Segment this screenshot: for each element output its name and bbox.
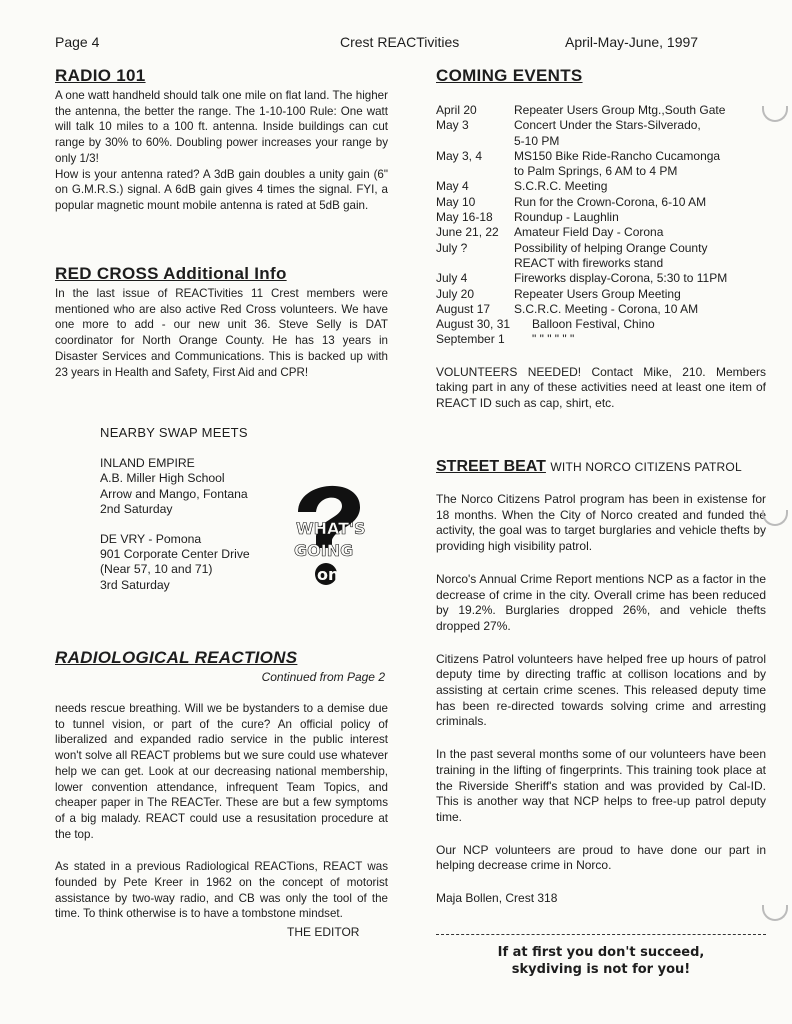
event-text: Roundup - Laughlin bbox=[514, 210, 619, 225]
swap-location-2-address: 901 Corporate Center Drive bbox=[100, 547, 250, 562]
coming-events-section bbox=[436, 66, 766, 412]
event-date: May 10 bbox=[436, 194, 476, 209]
event-date: August 30, 31 bbox=[436, 317, 511, 332]
event-date: May 3, 4 bbox=[436, 148, 483, 163]
event-date: July ? bbox=[436, 240, 468, 255]
event-row bbox=[436, 195, 766, 210]
issue-date: April-May-June, 1997 bbox=[565, 34, 699, 50]
swap-location-1-venue: A.B. Miller High School bbox=[100, 471, 225, 486]
radio-101-section bbox=[55, 66, 388, 214]
event-text: Concert Under the Stars-Silverado, 5-10 PM bbox=[514, 118, 701, 148]
event-text: S.C.R.C. Meeting - Corona, 10 AM bbox=[514, 301, 699, 316]
event-row bbox=[436, 317, 766, 332]
svg-text:WHAT'S: WHAT'S bbox=[296, 519, 366, 538]
event-text: Possibility of helping Orange County REACT with fireworks stand bbox=[514, 240, 708, 270]
svg-text:GOING: GOING bbox=[294, 541, 354, 560]
event-text: " " " " " " bbox=[532, 332, 575, 347]
binder-hole-mark bbox=[762, 905, 788, 921]
street-beat-paragraph-5: Our NCP volunteers are proud to have done our part in helping decrease crime in Norco. bbox=[436, 842, 766, 873]
publication-name: Crest REACTivities bbox=[340, 34, 460, 50]
swap-location-1-address: Arrow and Mango, Fontana bbox=[100, 486, 248, 501]
continued-note: Continued from Page 2 bbox=[261, 670, 385, 684]
editor-signature: THE EDITOR bbox=[287, 925, 360, 940]
swap-location-2-day: 3rd Saturday bbox=[100, 577, 170, 592]
coming-events-title: COMING EVENTS bbox=[436, 66, 583, 85]
event-text: S.C.R.C. Meeting bbox=[514, 179, 608, 194]
street-beat-heading bbox=[436, 458, 766, 476]
street-beat-subtitle: WITH NORCO CITIZENS PATROL bbox=[550, 460, 742, 474]
svg-text:on: on bbox=[317, 565, 340, 584]
event-text: Fireworks display-Corona, 5:30 to 11PM bbox=[514, 271, 728, 286]
event-row bbox=[436, 225, 766, 240]
radiological-paragraph-1: needs rescue breathing. Will we be bystanders to a demise due to tunnel vision, or part of the cure? An official policy of liberalized and expanded radio service in the public interest won't solve all REACT problems but we sure could use whatever help we can get. Look at our decreasing national membership, lower convention attendance, infrequent Team Topics, and cheaper paper in The REACTer. These are but a few symptoms of a big malady. REACT could use a resusitation procedure at the top. bbox=[55, 702, 388, 841]
radio-101-body: A one watt handheld should talk one mile on flat land. The higher the antenna, the better the range. The 1-10-100 Rule: One watt will talk 10 miles to a 100 ft. antenna. Inside buildings can cut range by 30% to 60%. Doubling power increases your range by only 1/3! bbox=[55, 89, 388, 165]
event-date: May 16-18 bbox=[436, 210, 493, 225]
page-number: Page 4 bbox=[55, 34, 100, 50]
red-cross-section bbox=[55, 264, 388, 380]
event-text: Balloon Festival, Chino bbox=[532, 317, 655, 332]
radiological-paragraph-2: As stated in a previous Radiological REACTions, REACT was founded by Pete Kreer in 1962 on the concept of motorist assistance by two-way radio, and CB was only the tool of the time. To think otherwise is to have a tombstone mindset. bbox=[55, 860, 388, 921]
event-row bbox=[436, 118, 766, 149]
red-cross-title: RED CROSS Additional Info bbox=[55, 264, 287, 283]
whats-going-on-logo bbox=[286, 470, 386, 590]
street-beat-paragraph-3: Citizens Patrol volunteers have helped free up hours of patrol deputy time by directing traffic at collison locations and by assisting at certain crime scenes. This released deputy time has been re-directed towards solving crime and arresting criminals. bbox=[436, 651, 766, 729]
swap-meets-title: NEARBY SWAP MEETS bbox=[100, 425, 248, 440]
event-row bbox=[436, 149, 766, 180]
street-beat-paragraph-2: Norco's Annual Crime Report mentions NCP as a factor in the decrease of crime in the city. Overall crime has been reduced by 19.2%. Burglaries dropped 26%, and vehicle thefts dropped 27%. bbox=[436, 571, 766, 633]
event-date: May 4 bbox=[436, 179, 469, 194]
radio-101-body-2: How is your antenna rated? A 3dB gain doubles a unity gain (6" on G.M.R.S.) signal. A 6dB gain gives 4 times the signal. FYI, a popular magnetic mount mobile antenna is rated at 5dB gain. bbox=[55, 167, 388, 212]
dashed-divider bbox=[436, 934, 766, 935]
event-date: June 21, 22 bbox=[436, 225, 499, 240]
radio-101-title: RADIO 101 bbox=[55, 66, 146, 85]
closing-quote bbox=[436, 944, 766, 978]
volunteers-needed: VOLUNTEERS NEEDED! Contact Mike, 210. Members taking part in any of these activities need at least one item of REACT ID such as cap, shirt, etc. bbox=[436, 364, 766, 411]
event-date: September 1 bbox=[436, 332, 505, 347]
swap-location-1-name: INLAND EMPIRE bbox=[100, 456, 195, 470]
events-list bbox=[436, 103, 766, 348]
event-row bbox=[436, 179, 766, 194]
street-beat-author: Maja Bollen, Crest 318 bbox=[436, 891, 558, 906]
left-column bbox=[55, 66, 388, 214]
event-row bbox=[436, 271, 766, 286]
event-row bbox=[436, 210, 766, 225]
swap-location-1-day: 2nd Saturday bbox=[100, 502, 173, 517]
radiological-section bbox=[55, 648, 388, 939]
event-text: Amateur Field Day - Corona bbox=[514, 225, 664, 240]
swap-location-2-directions: (Near 57, 10 and 71) bbox=[100, 562, 213, 577]
swap-location-2-name: DE VRY - Pomona bbox=[100, 531, 202, 546]
event-date: July 4 bbox=[436, 271, 468, 286]
event-row bbox=[436, 332, 766, 347]
radiological-title: RADIOLOGICAL REACTIONS bbox=[55, 648, 298, 667]
event-text: Run for the Crown-Corona, 6-10 AM bbox=[514, 194, 707, 209]
event-row bbox=[436, 103, 766, 118]
event-text: MS150 Bike Ride-Rancho Cucamonga to Palm Springs, 6 AM to 4 PM bbox=[514, 148, 721, 179]
street-beat-paragraph-1: The Norco Citizens Patrol program has been in existense for 18 months. When the City of Norco created and funded the activity, the goal was to target burglaries and vehicle thefts by providing high visibility patrol. bbox=[436, 492, 766, 554]
quote-line-2: skydiving is not for you! bbox=[511, 962, 691, 977]
street-beat-paragraph-4: In the past several months some of our volunteers have been training in the lifting of fingerprints. This training took place at the Riverside Sheriff's station and was provided by Cal-ID. This is another way that NCP helps to free-up patrol deputy time. bbox=[436, 747, 766, 824]
red-cross-body: In the last issue of REACTivities 11 Crest members were mentioned who are also active Red Cross volunteers. We have one more to add - our new unit 36. Steve Selly is DAT coordinator for North Orange County. He has 13 years in Disaster Services and Communications. This is backed up with 23 years in Health and Safety, First Aid and CPR! bbox=[55, 287, 388, 379]
event-text: Repeater Users Group Meeting bbox=[514, 286, 681, 301]
event-date: August 17 bbox=[436, 301, 491, 316]
event-date: July 20 bbox=[436, 286, 475, 301]
quote-line-1: If at first you don't succeed, bbox=[497, 945, 705, 960]
event-row bbox=[436, 287, 766, 302]
event-text: Repeater Users Group Mtg.,South Gate bbox=[514, 103, 726, 117]
street-beat-title: STREET BEAT bbox=[436, 458, 546, 475]
event-date: May 3 bbox=[436, 118, 469, 133]
event-row bbox=[436, 302, 766, 317]
event-date: April 20 bbox=[436, 103, 477, 117]
street-beat-section bbox=[436, 458, 766, 907]
event-row bbox=[436, 241, 766, 272]
